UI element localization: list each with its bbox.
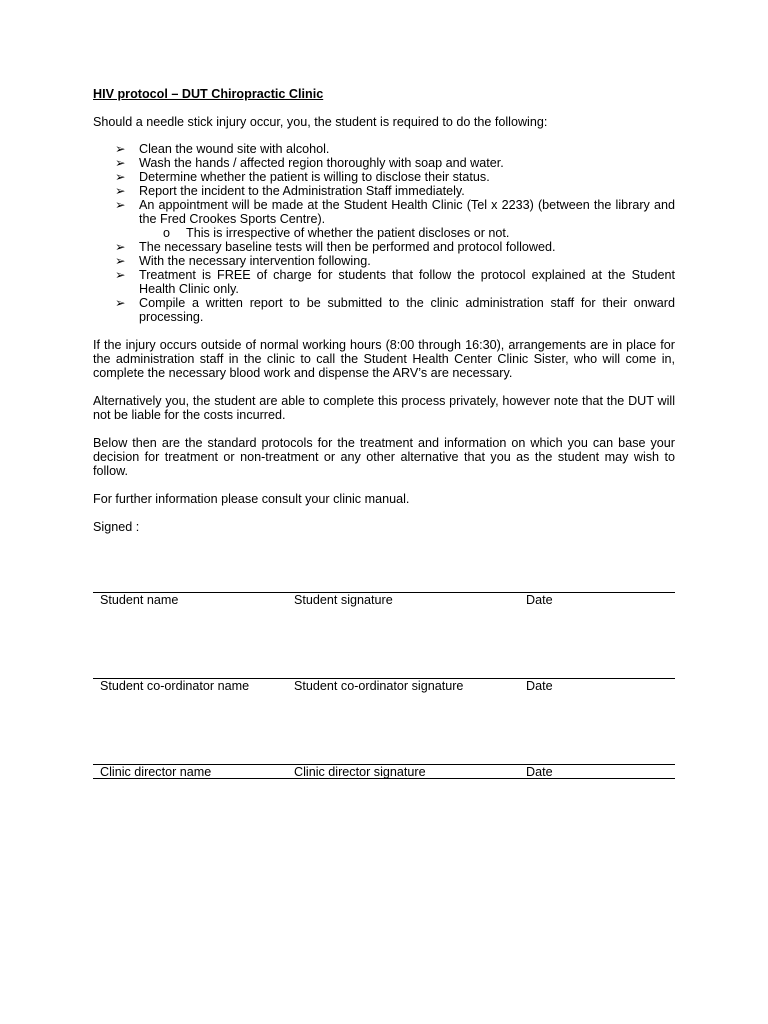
circle-bullet-icon: o (163, 226, 171, 240)
arrow-bullet-icon: ➢ (115, 198, 126, 212)
coordinator-date-label: Date (526, 679, 553, 693)
further-info-paragraph: For further information please consult your clinic manual. (93, 492, 410, 506)
procedure-step: ➢ With the necessary intervention following. (115, 254, 371, 268)
procedure-step: ➢ Report the incident to the Administration Staff immediately. (115, 184, 465, 198)
procedure-step: ➢ Compile a written report to be submitted to the clinic administration staff for their onward processing. (115, 296, 675, 324)
coordinator-name-label: Student co-ordinator name (100, 679, 250, 693)
standard-protocols-paragraph: Below then are the standard protocols for the treatment and information on which you can base your decision for treatment or non-treatment or any other alternative that you as the student may wish to follow. (93, 436, 675, 478)
coordinator-signature-label: Student co-ordinator signature (294, 679, 464, 693)
arrow-bullet-icon: ➢ (115, 240, 126, 254)
student-date-label: Date (526, 593, 553, 607)
procedure-step: ➢ Determine whether the patient is willing to disclose their status. (115, 170, 490, 184)
arrow-bullet-icon: ➢ (115, 296, 126, 310)
arrow-bullet-icon: ➢ (115, 184, 126, 198)
signature-row-director (93, 764, 675, 779)
signature-table (93, 592, 675, 779)
director-name-label: Clinic director name (100, 765, 212, 779)
procedure-step: ➢ Clean the wound site with alcohol. (115, 142, 330, 156)
private-option-paragraph: Alternatively you, the student are able to complete this process privately, however note that the DUT will not be liable for the costs incurred. (93, 394, 675, 422)
procedure-step: ➢ The necessary baseline tests will then be performed and protocol followed. (115, 240, 556, 254)
procedure-step: ➢ An appointment will be made at the Student Health Clinic (Tel x 2233) (between the library and the Fred Crookes Sports Centre). o This is irrespective of whether the patient discloses or not. (115, 198, 675, 240)
document-title: HIV protocol – DUT Chiropractic Clinic (93, 87, 324, 101)
student-name-label: Student name (100, 593, 179, 607)
sub-step: o This is irrespective of whether the patient discloses or not. (163, 226, 510, 240)
intro-text: Should a needle stick injury occur, you, the student is required to do the following: (93, 115, 548, 129)
procedure-step: ➢ Treatment is FREE of charge for students that follow the protocol explained at the Student Health Clinic only. (115, 268, 675, 296)
arrow-bullet-icon: ➢ (115, 268, 126, 282)
sub-steps (139, 226, 675, 240)
student-signature-label: Student signature (294, 593, 393, 607)
signed-label: Signed : (93, 520, 140, 534)
arrow-bullet-icon: ➢ (115, 156, 126, 170)
arrow-bullet-icon: ➢ (115, 254, 126, 268)
document-body (93, 87, 675, 534)
arrow-bullet-icon: ➢ (115, 142, 126, 156)
director-date-label: Date (526, 765, 553, 779)
director-signature-label: Clinic director signature (294, 765, 426, 779)
arrow-bullet-icon: ➢ (115, 170, 126, 184)
after-hours-paragraph: If the injury occurs outside of normal working hours (8:00 through 16:30), arrangements are in place for the administration staff in the clinic to call the Student Health Center Clinic Sister, who will come in, complete the necessary blood work and dispense the ARV’s are necessary. (93, 338, 675, 380)
signature-row-coordinator (93, 678, 675, 764)
procedure-step: ➢ Wash the hands / affected region thoroughly with soap and water. (115, 156, 504, 170)
procedure-steps (93, 142, 675, 324)
signature-row-student (93, 592, 675, 678)
